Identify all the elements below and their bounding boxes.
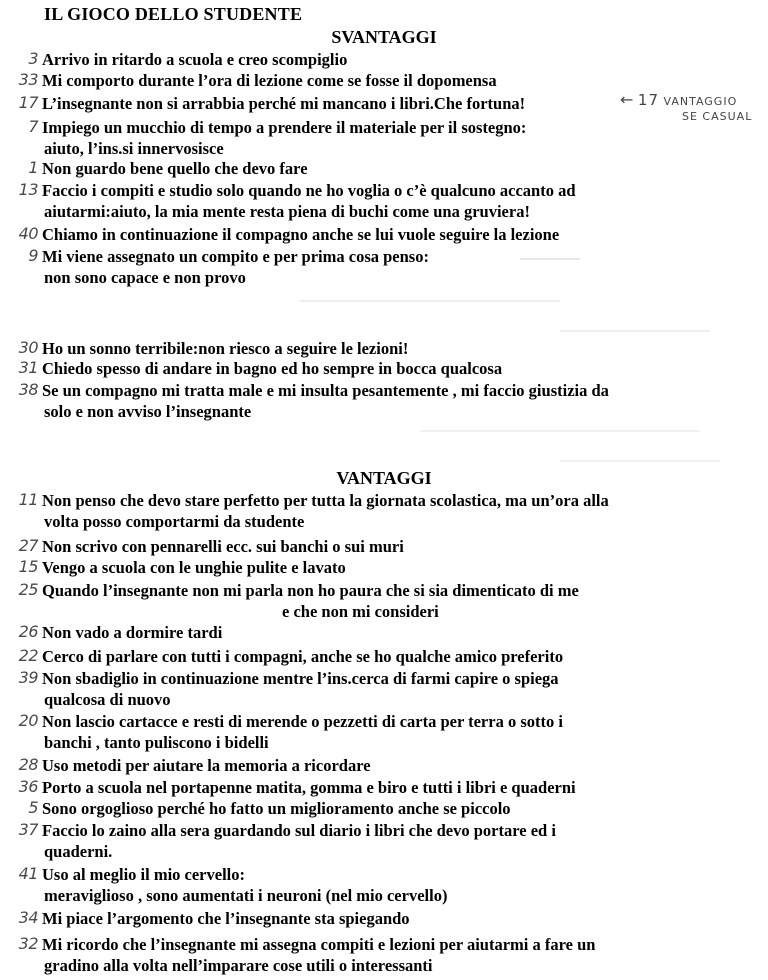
item-text-line: banchi , tanto puliscono i bidelli	[44, 733, 269, 752]
item-text-line: Faccio i compiti e studio solo quando ne ho voglia o c’è qualcuno accanto ad	[42, 181, 576, 200]
item-text-line: Sono orgoglioso perché ho fatto un miglioramento anche se piccolo	[42, 799, 511, 818]
item-text-line: Porto a scuola nel portapenne matita, gomma e biro e tutti i libri e quaderni	[42, 778, 576, 797]
document-title: IL GIOCO DELLO STUDENTE	[44, 4, 303, 24]
annotation-number: 17	[637, 91, 659, 109]
item-text-line: Non vado a dormire tardi	[42, 623, 223, 642]
handwritten-item-number: 41	[18, 864, 38, 883]
item-text-line: Uso metodi per aiutare la memoria a ricordare	[42, 756, 371, 775]
bleed-through-mark	[520, 258, 580, 260]
item-text-line: non sono capace e non provo	[44, 268, 246, 287]
handwritten-item-number: 31	[18, 358, 38, 377]
item-text-line: Ho un sonno terribile:non riesco a seguire le lezioni!	[42, 339, 409, 358]
item-text-line: meraviglioso , sono aumentati i neuroni (nel mio cervello)	[44, 886, 448, 905]
item-text-line: Se un compagno mi tratta male e mi insulta pesantemente , mi faccio giustizia da	[42, 381, 609, 400]
handwritten-item-number: 13	[18, 180, 38, 199]
bleed-through-mark	[560, 460, 720, 462]
item-text-line: Chiedo spesso di andare in bagno ed ho sempre in bocca qualcosa	[42, 359, 503, 378]
handwritten-item-number: 40	[18, 224, 38, 243]
handwritten-item-number: 3	[28, 49, 38, 68]
item-text-line: Vengo a scuola con le unghie pulite e lavato	[42, 558, 346, 577]
vantaggi-heading: VANTAGGI	[336, 468, 432, 488]
item-text-line: Faccio lo zaino alla sera guardando sul diario i libri che devo portare ed i	[42, 821, 556, 840]
bleed-through-mark	[300, 300, 560, 302]
item-text-line: Mi ricordo che l’insegnante mi assegna compiti e lezioni per aiutarmi a fare un	[42, 935, 596, 954]
handwritten-item-number: 5	[28, 798, 38, 817]
item-text-line: Uso al meglio il mio cervello:	[42, 865, 245, 884]
item-text-line: qualcosa di nuovo	[44, 690, 171, 709]
item-text-line: Chiamo in continuazione il compagno anche se lui vuole seguire la lezione	[42, 225, 560, 244]
handwritten-item-number: 26	[18, 622, 38, 641]
handwritten-item-number: 9	[28, 246, 38, 265]
handwritten-item-number: 37	[18, 820, 38, 839]
item-text-line: volta posso comportarmi da studente	[44, 512, 305, 531]
arrow-left-icon: ←	[620, 90, 634, 109]
annotation-line-2: SE CASUAL	[682, 110, 753, 123]
bleed-through-mark	[560, 330, 710, 332]
item-text-line: Mi piace l’argomento che l’insegnante sta spiegando	[42, 909, 410, 928]
handwritten-item-number: 28	[18, 755, 38, 774]
handwritten-item-number: 20	[18, 711, 38, 730]
handwritten-item-number: 11	[18, 490, 38, 509]
handwritten-item-number: 25	[18, 580, 38, 599]
item-text-line: e che non mi consideri	[282, 602, 439, 621]
item-text-line: gradino alla volta nell’imparare cose utili o interessanti	[44, 956, 433, 975]
svantaggi-heading: SVANTAGGI	[331, 27, 437, 47]
item-text-line: L’insegnante non si arrabbia perché mi mancano i libri.Che fortuna!	[42, 94, 526, 113]
item-text-line: Cerco di parlare con tutti i compagni, anche se ho qualche amico preferito	[42, 647, 564, 666]
item-text-line: Impiego un mucchio di tempo a prendere il materiale per il sostegno:	[42, 118, 527, 137]
item-text-line: aiuto, l’ins.si innervosisce	[44, 139, 224, 158]
item-text-line: aiutarmi:aiuto, la mia mente resta piena di buchi come una gruviera!	[44, 202, 530, 221]
handwritten-item-number: 34	[18, 908, 38, 927]
handwritten-annotation	[620, 92, 752, 124]
item-text-line: Non scrivo con pennarelli ecc. sui banchi o sui muri	[42, 537, 404, 556]
handwritten-item-number: 15	[18, 557, 38, 576]
item-text-line: solo e non avviso l’insegnante	[44, 402, 252, 421]
item-text-line: quaderni.	[44, 842, 113, 861]
item-text-line: Mi comporto durante l’ora di lezione come se fosse il dopomensa	[42, 71, 497, 90]
item-text-line: Non guardo bene quello che devo fare	[42, 159, 308, 178]
item-text-line: Quando l’insegnante non mi parla non ho paura che si sia dimenticato di me	[42, 581, 579, 600]
handwritten-item-number: 36	[18, 777, 38, 796]
handwritten-item-number: 22	[18, 646, 38, 665]
handwritten-item-number: 1	[28, 158, 38, 177]
handwritten-item-number: 32	[18, 934, 38, 953]
bleed-through-mark	[420, 430, 700, 432]
item-text-line: Non penso che devo stare perfetto per tutta la giornata scolastica, ma un’ora alla	[42, 491, 609, 510]
item-text-line: Non lascio cartacce e resti di merende o pezzetti di carta per terra o sotto i	[42, 712, 563, 731]
item-text-line: Non sbadiglio in continuazione mentre l’ins.cerca di farmi capire o spiega	[42, 669, 559, 688]
item-text-line: Arrivo in ritardo a scuola e creo scompiglio	[42, 50, 348, 69]
handwritten-item-number: 27	[18, 536, 38, 555]
handwritten-item-number: 30	[18, 338, 38, 357]
annotation-line-1: VANTAGGIO	[663, 95, 738, 108]
handwritten-item-number: 38	[18, 380, 38, 399]
handwritten-item-number: 39	[18, 668, 38, 687]
handwritten-item-number: 33	[18, 70, 38, 89]
handwritten-item-number: 17	[18, 93, 38, 112]
handwritten-item-number: 7	[28, 117, 38, 136]
item-text-line: Mi viene assegnato un compito e per prima cosa penso:	[42, 247, 429, 266]
